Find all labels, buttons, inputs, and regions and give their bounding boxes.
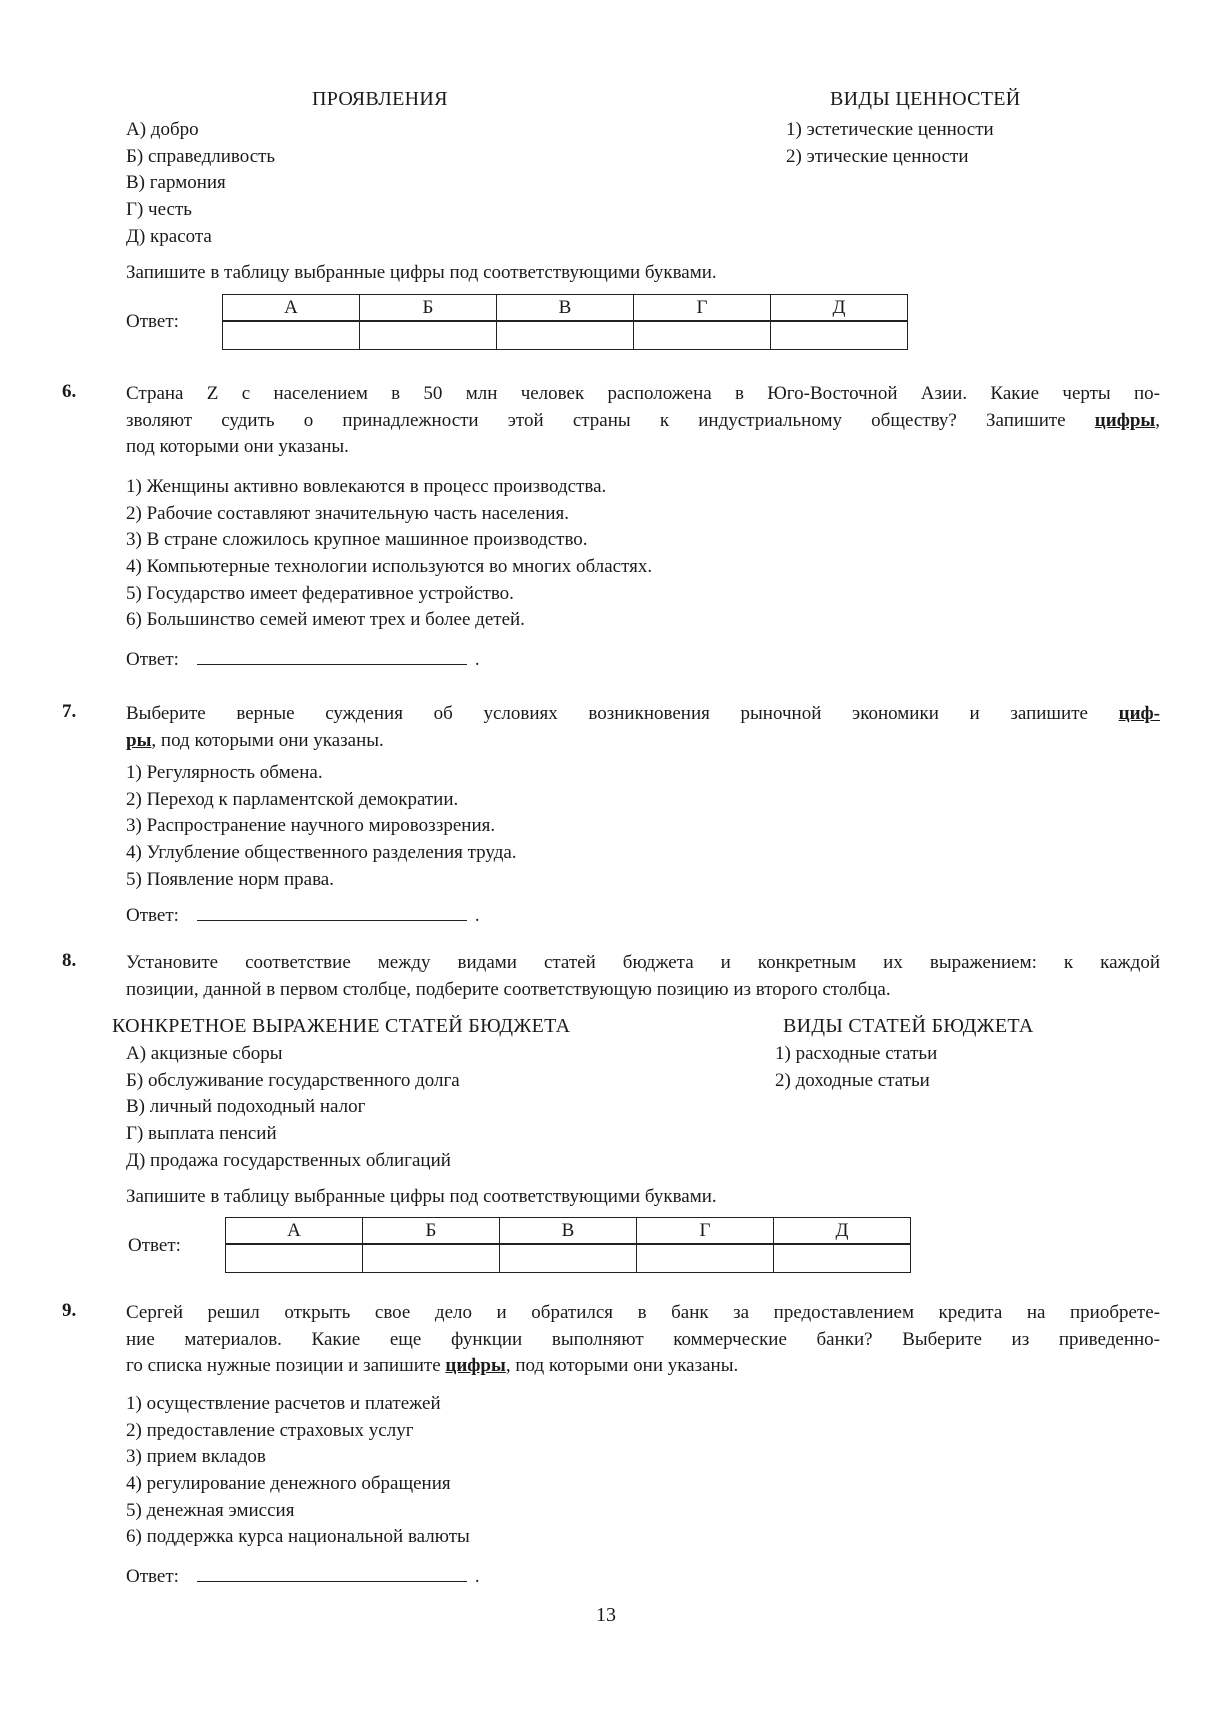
q8-text-line: Установите соответствие между видами статей бюджета и конкретным их выражением: к каждой: [126, 952, 1160, 973]
q9-text-line: Сергей решил открыть свое дело и обратился в банк за предоставлением кредита на приобрете-: [126, 1302, 1160, 1323]
option-item: 5) Появление норм права.: [126, 868, 334, 890]
answer-period: .: [474, 905, 480, 926]
list-item: А) добро: [126, 119, 199, 140]
q6-text-line: [126, 408, 1160, 435]
option-item: 5) Государство имеет федеративное устройство.: [126, 582, 514, 604]
q6-answer: [126, 646, 480, 673]
q8-text: [126, 950, 1160, 1003]
q8-right-list: [775, 1041, 937, 1094]
option-item: 1) осуществление расчетов и платежей: [126, 1393, 441, 1414]
option-item: 4) Углубление общественного разделения труда.: [126, 842, 517, 864]
option-item: 1) Регулярность обмена.: [126, 762, 323, 783]
answer-cell[interactable]: [771, 321, 908, 350]
answer-cell[interactable]: [223, 321, 360, 350]
list-item: Б) обслуживание государственного долга: [126, 1069, 460, 1091]
q8-right-header: ВИДЫ СТАТЕЙ БЮДЖЕТА: [783, 1015, 1034, 1037]
q5-right-list: [786, 117, 994, 170]
option-item: 3) Распространение научного мировоззрения.: [126, 815, 496, 837]
q7-answer: [126, 902, 480, 929]
column-header: В: [500, 1218, 637, 1245]
q8-answer-table: [225, 1217, 911, 1273]
q6-text-part: зволяют судить о принадлежности этой страны к индустриальному обществу? Запишите: [126, 409, 1095, 431]
option-item: 1) Женщины активно вовлекаются в процесс производства.: [126, 476, 607, 497]
column-header: Г: [634, 295, 771, 322]
q7-text-line: [126, 701, 1160, 728]
column-header: Г: [637, 1218, 774, 1245]
q5-left-list: [126, 117, 275, 250]
q9-text-part: го списка нужные позиции и запишите: [126, 1355, 446, 1377]
option-item: 4) регулирование денежного обращения: [126, 1473, 451, 1495]
q5-right-header: ВИДЫ ЦЕННОСТЕЙ: [830, 88, 1021, 110]
option-item: 3) В стране сложилось крупное машинное производство.: [126, 529, 588, 551]
column-header: Д: [771, 295, 908, 322]
q8-left-header: КОНКРЕТНОЕ ВЫРАЖЕНИЕ СТАТЕЙ БЮДЖЕТА: [112, 1015, 571, 1037]
column-header: Б: [363, 1218, 500, 1245]
list-item: 1) расходные статьи: [775, 1043, 938, 1064]
q9-text: [126, 1300, 1160, 1380]
q7-options: [126, 760, 517, 893]
answer-period: .: [474, 1566, 480, 1587]
column-header: Д: [774, 1218, 911, 1245]
q6-text-line: под которыми они указаны.: [126, 436, 349, 458]
q7-text-line: [126, 728, 1160, 755]
list-item: А) акцизные сборы: [126, 1043, 283, 1064]
answer-period: .: [474, 649, 480, 670]
answer-cell[interactable]: [497, 321, 634, 350]
q7-text-part: Выберите верные суждения об условиях возникновения рыночной экономики и запишите: [126, 703, 1119, 724]
option-item: 2) предоставление страховых услуг: [126, 1419, 414, 1441]
option-item: 2) Рабочие составляют значительную часть населения.: [126, 502, 570, 524]
q9-answer: [126, 1563, 480, 1590]
q6-number: 6.: [62, 381, 77, 402]
answer-cell[interactable]: [774, 1244, 911, 1273]
q6-text: [126, 381, 1160, 461]
q7-number: 7.: [62, 701, 77, 722]
q8-text-line: позиции, данной в первом столбце, подберите соответствующую позицию из второго столбца.: [126, 978, 891, 1000]
list-item: 2) доходные статьи: [775, 1069, 930, 1091]
list-item: Б) справедливость: [126, 145, 276, 167]
option-item: 3) прием вкладов: [126, 1446, 266, 1468]
list-item: Д) продажа государственных облигаций: [126, 1149, 451, 1171]
q8-number: 8.: [62, 950, 77, 971]
answer-label: Ответ:: [126, 1566, 179, 1587]
q6-emphasis: цифры: [1094, 409, 1156, 431]
q7-emphasis: циф-: [1118, 703, 1160, 724]
answer-cell[interactable]: [226, 1244, 363, 1273]
option-item: 2) Переход к парламентской демократии.: [126, 788, 459, 810]
answer-input-line[interactable]: [197, 1563, 467, 1582]
q8-instruction: Запишите в таблицу выбранные цифры под соответствующими буквами.: [126, 1186, 717, 1207]
answer-cell[interactable]: [637, 1244, 774, 1273]
answer-cell[interactable]: [360, 321, 497, 350]
q7-text: [126, 701, 1160, 754]
answer-input-line[interactable]: [197, 902, 467, 921]
option-item: 4) Компьютерные технологии используются во многих областях.: [126, 556, 653, 578]
q9-emphasis: цифры: [445, 1355, 506, 1377]
q5-answer-label: Ответ:: [126, 311, 179, 332]
q6-text-line: Страна Z с населением в 50 млн человек расположена в Юго-Восточной Азии. Какие черты по-: [126, 383, 1160, 404]
q7-emphasis: ры: [126, 729, 152, 751]
list-item: В) личный подоходный налог: [126, 1096, 366, 1118]
column-header: В: [497, 295, 634, 322]
q9-text-part: , под которыми они указаны.: [505, 1355, 739, 1377]
option-item: 6) поддержка курса национальной валюты: [126, 1526, 470, 1548]
q5-left-header: ПРОЯВЛЕНИЯ: [312, 88, 448, 110]
answer-label: Ответ:: [126, 649, 179, 670]
q5-answer-table: [222, 294, 908, 350]
answer-label: Ответ:: [126, 905, 179, 926]
list-item: Г) честь: [126, 199, 192, 221]
list-item: Г) выплата пенсий: [126, 1123, 277, 1145]
q9-text-line: [126, 1353, 1160, 1380]
answer-cell[interactable]: [363, 1244, 500, 1273]
q9-number: 9.: [62, 1300, 77, 1321]
q7-text-part: , под которыми они указаны.: [151, 729, 384, 751]
q8-left-list: [126, 1041, 460, 1174]
answer-cell[interactable]: [634, 321, 771, 350]
answer-cell[interactable]: [500, 1244, 637, 1273]
list-item: В) гармония: [126, 172, 226, 194]
option-item: 5) денежная эмиссия: [126, 1499, 295, 1521]
option-item: 6) Большинство семей имеют трех и более детей.: [126, 609, 525, 631]
column-header: Б: [360, 295, 497, 322]
q5-instruction: Запишите в таблицу выбранные цифры под соответствующими буквами.: [126, 262, 717, 283]
q8-answer-label: Ответ:: [128, 1235, 181, 1256]
list-item: 2) этические ценности: [786, 145, 969, 167]
page-number: 13: [596, 1604, 616, 1626]
q9-options: [126, 1391, 470, 1551]
answer-input-line[interactable]: [197, 646, 467, 665]
list-item: Д) красота: [126, 225, 212, 247]
q6-comma: ,: [1155, 409, 1160, 431]
list-item: 1) эстетические ценности: [786, 119, 994, 140]
q9-text-line: ние материалов. Какие еще функции выполняют коммерческие банки? Выберите из приведенно-: [126, 1328, 1160, 1350]
column-header: А: [226, 1218, 363, 1245]
column-header: А: [223, 295, 360, 322]
q6-options: [126, 474, 652, 634]
